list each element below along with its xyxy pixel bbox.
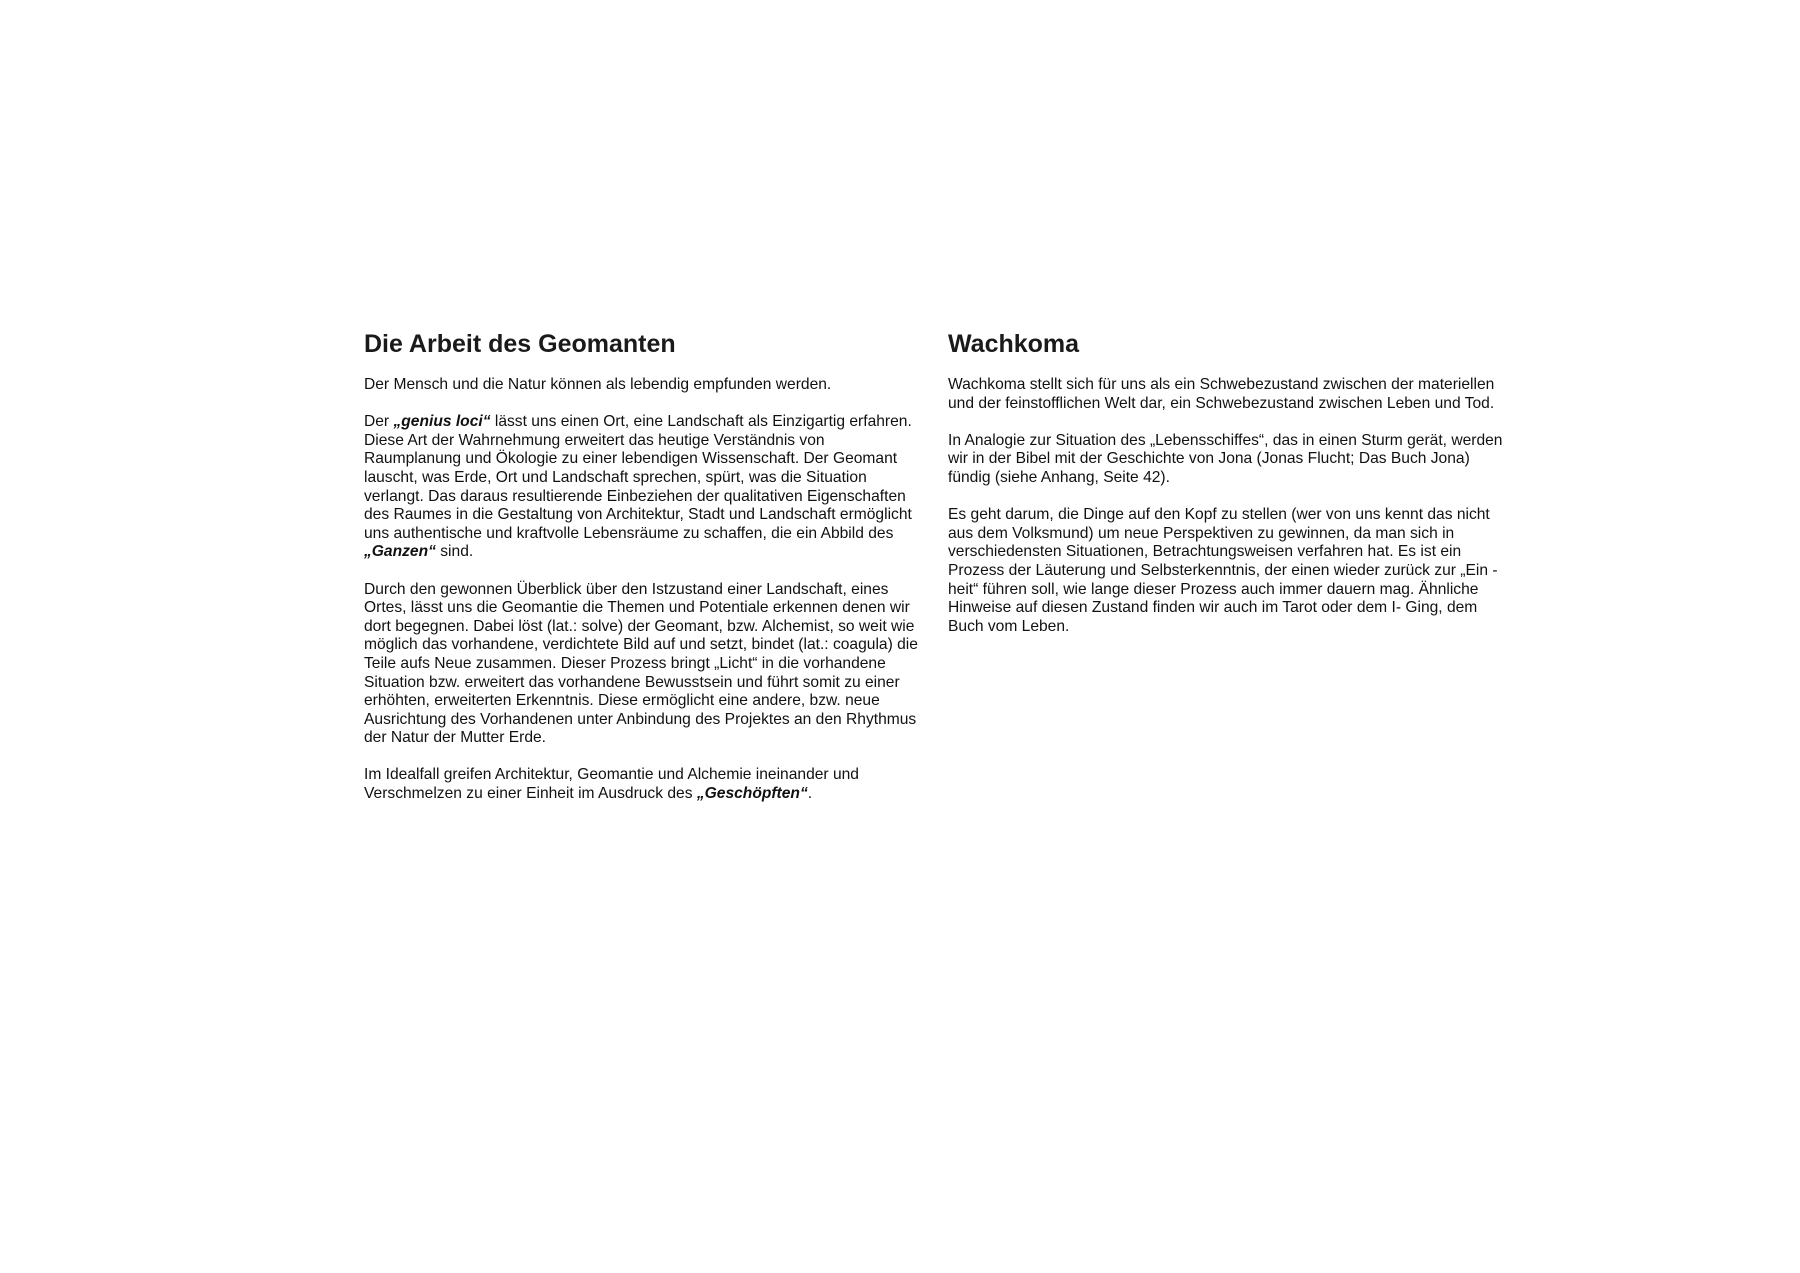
geschoepften-emphasis: „Geschöpften“ bbox=[696, 785, 808, 803]
ganzen-emphasis: „Ganzen“ bbox=[364, 543, 436, 561]
left-paragraph-2 bbox=[364, 413, 924, 562]
left-paragraph-4 bbox=[364, 766, 924, 803]
left-paragraph-2-text-c: sind. bbox=[435, 543, 474, 561]
right-paragraph-1: Wachkoma stellt sich für uns als ein Schwebezustand zwischen der materiellen und der feinstofflichen Welt dar, ein Schwebezustand zwischen Leben und Tod. bbox=[948, 376, 1495, 412]
right-column bbox=[948, 328, 1504, 655]
right-paragraph-3: Es geht darum, die Dinge auf den Kopf zu stellen (wer von uns kennt das nicht aus dem Volksmund) um neue Perspektiven zu gewinnen, da man sich in verschiedensten Situationen, Betrachtungsweisen verfahren hat. Es ist ein Prozess der Läuterung und Selbsterkenntnis, der einen wieder zurück zur „Ein - heit“ führen soll, wie lange dieser Prozess auch immer dauern mag. Ähnliche Hinweise auf diesen Zustand finden wir auch im Tarot oder dem I- Ging, dem Buch vom Leben. bbox=[948, 506, 1498, 635]
right-paragraph-2: In Analogie zur Situation des „Lebensschiffes“, das in einen Sturm gerät, werden wir in der Bibel mit der Geschichte von Jona (Jonas Flucht; Das Buch Jona) fündig (siehe Anhang, Seite 42). bbox=[948, 431, 1503, 486]
left-paragraph-2-text-b: lässt uns einen Ort, eine Landschaft als Einzigartig erfahren. Diese Art der Wahrnehmung erweitert das heutige Verständnis von Raumplanung und Ökologie zu einer lebendigen Wissenschaft. Der Geomant lauscht, was Erde, Ort und Landschaft sprechen, spürt, was die Situation verlangt. Das daraus resultierende Einbeziehen der qualitativen Eigenschaften des Raumes in die Gestaltung von Architektur, Stadt und Landschaft ermöglicht uns authentische und kraftvolle Lebensräume zu schaffen, die ein Abbild des bbox=[364, 413, 912, 542]
left-paragraph-4-text-b: . bbox=[807, 785, 813, 803]
genius-loci-emphasis: „genius loci“ bbox=[393, 413, 491, 431]
left-paragraph-4-text-a: Im Idealfall greifen Architektur, Geomantie und Alchemie ineinander und Verschmelzen zu einer Einheit im Ausdruck des bbox=[364, 766, 859, 803]
left-paragraph-2-text-a: Der bbox=[364, 413, 394, 431]
left-column-title: Die Arbeit des Geomanten bbox=[364, 330, 676, 358]
left-paragraph-1: Der Mensch und die Natur können als lebendig empfunden werden. bbox=[364, 376, 832, 393]
left-column bbox=[364, 328, 924, 822]
right-column-title: Wachkoma bbox=[948, 330, 1080, 358]
left-paragraph-3: Durch den gewonnen Überblick über den Istzustand einer Landschaft, eines Ortes, lässt uns die Geomantie die Themen und Potentiale erkennen denen wir dort begegnen. Dabei löst (lat.: solve) der Geomant, bzw. Alchemist, so weit wie möglich das vorhandene, verdichtete Bild auf und setzt, bindet (lat.: coagula) die Teile aufs Neue zusammen. Dieser Prozess bringt „Licht“ in die vorhandene Situation bzw. erweitert das vorhandene Bewusstsein und führt somit zu einer erhöhten, erweiterten Erkenntnis. Diese ermöglicht eine andere, bzw. neue Ausrichtung des Vorhandenen unter Anbindung des Projektes an den Rhythmus der Natur der Mutter Erde. bbox=[364, 580, 918, 747]
